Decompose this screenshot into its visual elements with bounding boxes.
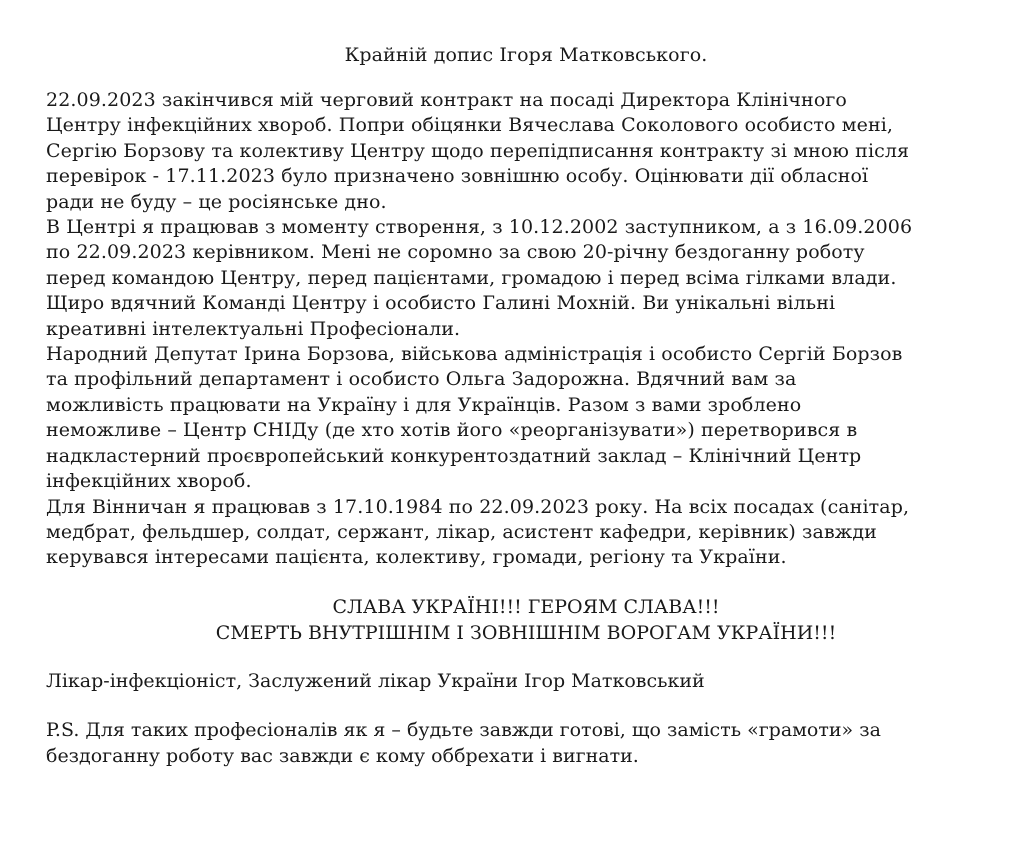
document-page bbox=[46, 42, 1006, 769]
body-line: 22.09.2023 закінчився мій черговий контракт на посаді Директора Клінічного bbox=[46, 89, 847, 111]
body-line: можливість працювати на Україну і для Українців. Разом з вами зроблено bbox=[46, 393, 802, 416]
body-line: медбрат, фельдшер, солдат, сержант, лікар, асистент кафедри, керівник) завжди bbox=[46, 520, 877, 543]
body-line: креативні інтелектуальні Професіонали. bbox=[46, 317, 461, 340]
document-title: Крайній допис Ігоря Матковського. bbox=[344, 44, 708, 66]
body-line: Народний Депутат Ірина Борзова, військова адміністрація і особисто Сергій Борзов bbox=[46, 343, 903, 366]
postscript-line: бездоганну роботу вас завжди є кому оббрехати і вигнати. bbox=[46, 744, 639, 767]
body-line: В Центрі я працював з моменту створення, з 10.12.2002 заступником, а з 16.09.2006 bbox=[46, 216, 913, 239]
body-line: Щиро вдячний Команді Центру і особисто Галині Мохній. Ви унікальні вільні bbox=[46, 292, 836, 315]
body-line: та профільний департамент і особисто Ольга Задорожна. Вдячний вам за bbox=[46, 368, 797, 391]
document-body bbox=[46, 88, 1006, 571]
body-line: неможливе – Центр СНІДу (де хто хотів його «реорганізувати») перетворився в bbox=[46, 419, 858, 442]
body-line: ради не буду – це росіянське дно. bbox=[46, 190, 387, 213]
slogans-block bbox=[46, 594, 1006, 646]
slogan-line: СЛАВА УКРАЇНІ!!! ГЕРОЯМ СЛАВА!!! bbox=[332, 595, 720, 618]
body-line: Для Вінничан я працював з 17.10.1984 по 22.09.2023 року. На всіх посадах (санітар, bbox=[46, 495, 910, 518]
body-line: перевірок - 17.11.2023 було призначено зовнішню особу. Оцінювати дії обласної bbox=[46, 165, 869, 188]
postscript-line: P.S. Для таких професіоналів як я – будьте завжди готові, що замість «грамоти» за bbox=[46, 718, 881, 741]
body-line: по 22.09.2023 керівником. Мені не соромно за свою 20-річну бездоганну роботу bbox=[46, 241, 865, 264]
body-line: надкластерний проєвропейський конкурентоздатний заклад – Клінічний Центр bbox=[46, 444, 862, 467]
body-line: керувався інтересами пацієнта, колективу, громади, регіону та України. bbox=[46, 546, 787, 569]
body-line: інфекційних хвороб. bbox=[46, 470, 252, 493]
postscript-block bbox=[46, 717, 1006, 769]
body-line: Сергію Борзову та колективу Центру щодо перепідписання контракту зі мною після bbox=[46, 139, 910, 162]
slogan-line: СМЕРТЬ ВНУТРІШНІМ І ЗОВНІШНІМ ВОРОГАМ УКРАЇНИ!!! bbox=[215, 621, 837, 644]
signature-line: Лікар-інфекціоніст, Заслужений лікар України Ігор Матковський bbox=[46, 669, 705, 692]
body-line: Центру інфекційних хвороб. Попри обіцянки Вячеслава Соколового особисто мені, bbox=[46, 114, 894, 137]
body-line: перед командою Центру, перед пацієнтами, громадою і перед всіма гілками влади. bbox=[46, 266, 897, 289]
